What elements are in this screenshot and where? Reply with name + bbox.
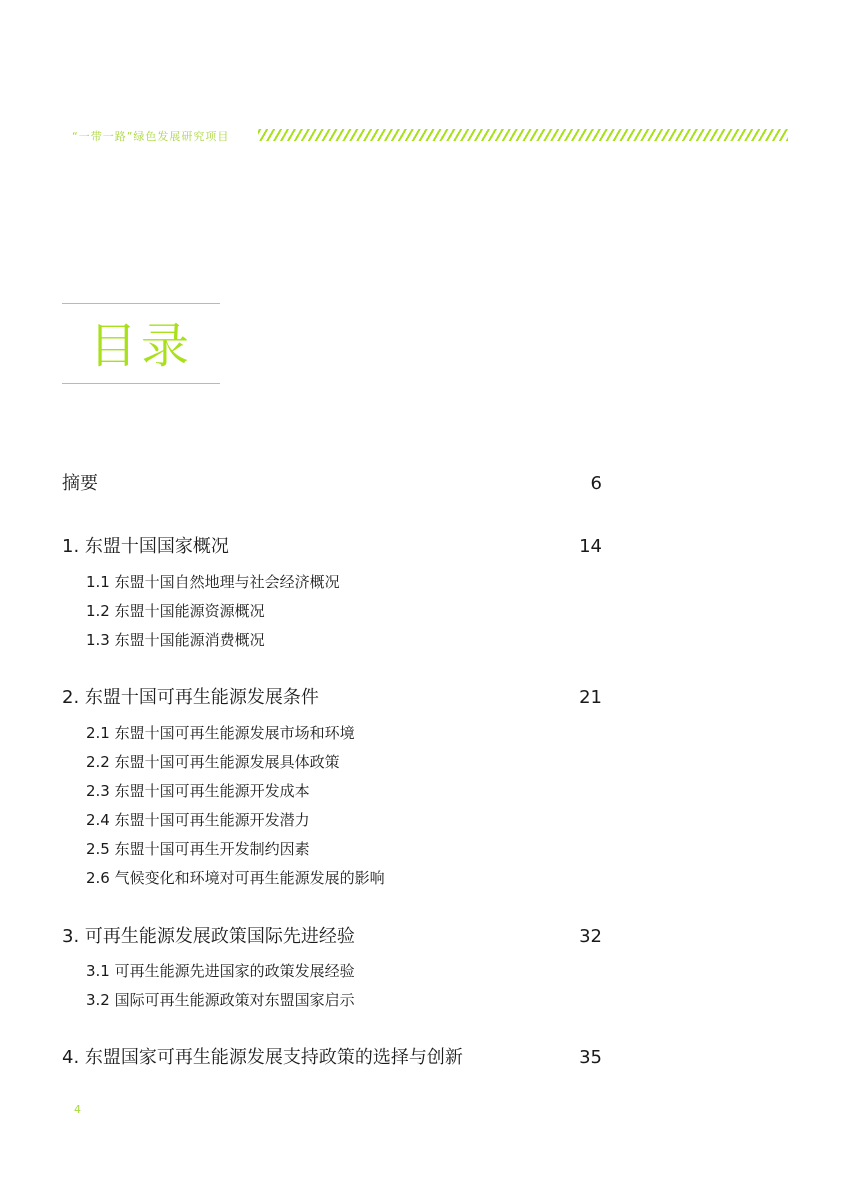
- toc-entry-section-4[interactable]: [62, 1046, 602, 1070]
- title-rule-top: [62, 303, 220, 304]
- toc-entry-page: 35: [579, 1047, 602, 1068]
- toc-sub-2-6[interactable]: 2.6 气候变化和环境对可再生能源发展的影响: [86, 869, 385, 887]
- toc-sub-1-2[interactable]: 1.2 东盟十国能源资源概况: [86, 602, 265, 620]
- header-hatch-decoration: [258, 129, 788, 141]
- page-number: 4: [74, 1103, 81, 1116]
- toc-entry-label: 2. 东盟十国可再生能源发展条件: [62, 687, 319, 708]
- toc-sub-3-2[interactable]: 3.2 国际可再生能源政策对东盟国家启示: [86, 991, 355, 1009]
- page-title: 目录: [88, 318, 193, 374]
- toc-entry-label: 3. 可再生能源发展政策国际先进经验: [62, 926, 355, 947]
- toc-entry-section-2[interactable]: [62, 686, 602, 710]
- header-title: “一带一路”绿色发展研究项目: [72, 130, 230, 143]
- toc-sub-1-1[interactable]: 1.1 东盟十国自然地理与社会经济概况: [86, 573, 340, 591]
- toc-entry-section-3[interactable]: [62, 925, 602, 949]
- toc-entry-label: 4. 东盟国家可再生能源发展支持政策的选择与创新: [62, 1047, 463, 1068]
- toc-entry-page: 14: [579, 536, 602, 557]
- toc-entry-abstract[interactable]: [62, 472, 602, 496]
- toc-entry-page: 6: [590, 473, 602, 494]
- toc-entry-label: 1. 东盟十国国家概况: [62, 536, 229, 557]
- toc-entry-label: 摘要: [62, 473, 98, 494]
- toc-entry-page: 32: [579, 926, 602, 947]
- toc-entry-section-1[interactable]: [62, 535, 602, 559]
- toc-sub-2-5[interactable]: 2.5 东盟十国可再生开发制约因素: [86, 840, 310, 858]
- toc-sub-2-1[interactable]: 2.1 东盟十国可再生能源发展市场和环境: [86, 724, 355, 742]
- toc-sub-2-2[interactable]: 2.2 东盟十国可再生能源发展具体政策: [86, 753, 340, 771]
- toc-sub-2-4[interactable]: 2.4 东盟十国可再生能源开发潜力: [86, 811, 310, 829]
- toc-sub-3-1[interactable]: 3.1 可再生能源先进国家的政策发展经验: [86, 962, 355, 980]
- toc-sub-2-3[interactable]: 2.3 东盟十国可再生能源开发成本: [86, 782, 310, 800]
- toc-entry-page: 21: [579, 687, 602, 708]
- title-rule-bottom: [62, 383, 220, 384]
- toc-sub-1-3[interactable]: 1.3 东盟十国能源消费概况: [86, 631, 265, 649]
